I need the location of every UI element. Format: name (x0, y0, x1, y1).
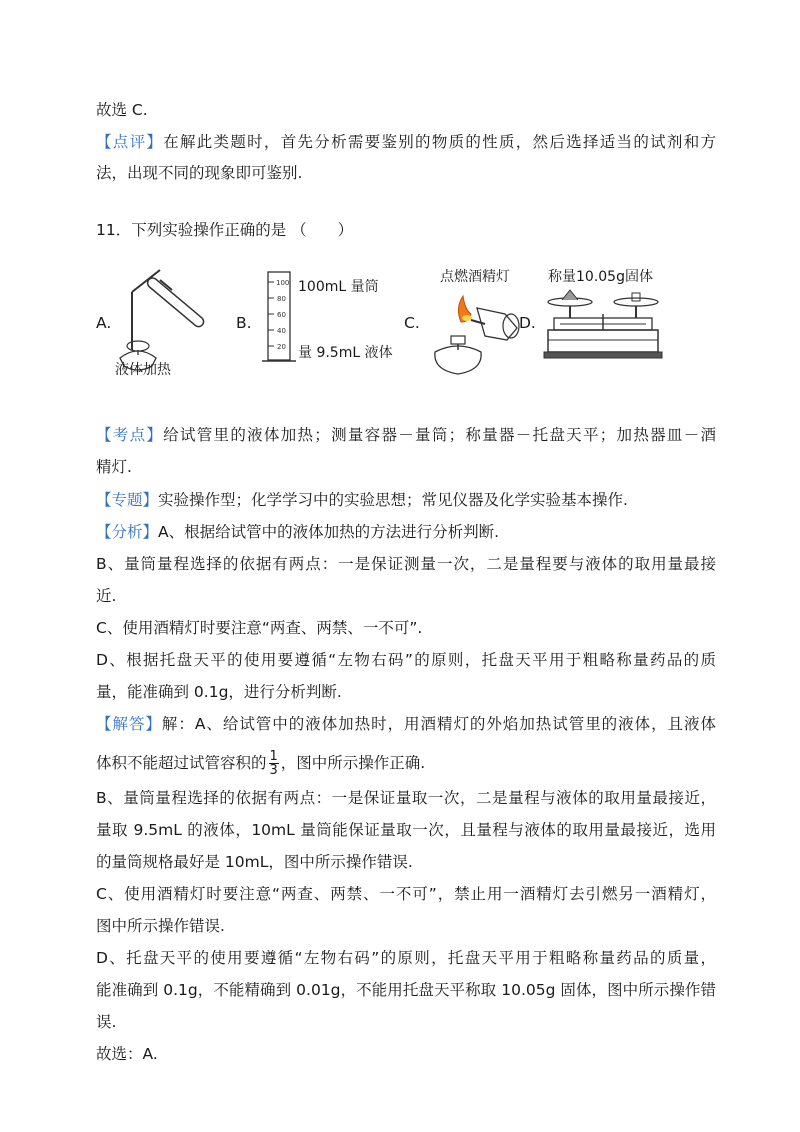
jieda-line-c1: C、使用酒精灯时要注意“两查、两禁、一不可”，禁止用一酒精灯去引燃另一酒精灯， (96, 885, 716, 903)
zhuanti-tag: 【专题】 (96, 491, 159, 509)
jieda-line-d1: D、托盘天平的使用要遵循“左物右码”的原则，托盘天平用于粗略称量药品的质量， (96, 949, 716, 967)
jieda-line-d3: 误. (96, 1013, 117, 1031)
question-stem (96, 219, 716, 241)
tick-60: 60 (277, 311, 286, 319)
jieda-tag: 【解答】 (96, 715, 162, 733)
fenxi-line-b2: 近. (96, 587, 117, 605)
tick-40: 40 (277, 327, 286, 335)
option-d-label: D. (519, 314, 536, 332)
previous-comment-line-1: 【点评】在解此类题时，首先分析需要鉴别的物质的性质，然后选择适当的试剂和方 (96, 133, 716, 151)
jieda-line-b3: 的量筒规格最好是 10mL，图中所示操作错误. (96, 853, 413, 871)
question-text: 下列实验操作正确的是 （ ） (131, 221, 354, 239)
final-answer: 故选：A. (96, 1045, 158, 1063)
jieda-line-a2: 体积不能超过试管容积的 $\frac{1}{3}$ ，图中所示操作正确. (96, 749, 426, 778)
tick-20: 20 (277, 343, 286, 351)
previous-answer: 故选 C. (96, 101, 148, 119)
tick-100: 100 (276, 279, 290, 287)
fenxi-line-d1: D、根据托盘天平的使用要遵循“左物右码”的原则，托盘天平用于粗略称量药品的质 (96, 651, 716, 669)
option-b-graduated-cylinder-figure (258, 268, 298, 368)
option-b-label: B. (236, 314, 252, 332)
comment-tag: 【点评】 (96, 133, 164, 151)
kaodian-tag: 【考点】 (96, 426, 164, 444)
option-d-balance-figure (540, 288, 665, 368)
fenxi-tag: 【分析】 (96, 523, 159, 541)
tick-80: 80 (277, 295, 286, 303)
fenxi-line-b1: B、量筒量程选择的依据有两点：一是保证测量一次，二是量程要与液体的取用量最接 (96, 555, 716, 573)
jieda-line-b2: 量取 9.5mL 的液体，10mL 量筒能保证量取一次，且量程与液体的取用量最接近，选用 (96, 821, 716, 839)
option-a-label: A. (96, 314, 112, 332)
option-c-caption: 点燃酒精灯 (440, 269, 510, 285)
jieda-line-b1: B、量筒量程选择的依据有两点：一是保证量取一次，二是量程与液体的取用量最接近， (96, 789, 716, 807)
option-d-caption: 称量10.05g固体 (548, 269, 653, 285)
jieda-line-a1: 【解答】解：A、给试管中的液体加热时，用酒精灯的外焰加热试管里的液体，且液体 (96, 715, 716, 733)
fenxi-line-a: 【分析】A、根据给试管中的液体加热的方法进行分析判断. (96, 523, 500, 541)
option-b-caption-top: 100mL 量筒 (298, 279, 379, 295)
fenxi-line-d2: 量，能准确到 0.1g，进行分析判断. (96, 683, 342, 701)
jieda-line-d2: 能准确到 0.1g，不能精确到 0.01g，不能用托盘天平称取 10.05g 固体，图中所示操作错 (96, 981, 716, 999)
option-c-alcohol-lamp-figure (425, 288, 525, 383)
kaodian-line-2: 精灯. (96, 458, 132, 476)
jieda-line-c2: 图中所示操作错误. (96, 917, 225, 935)
question-number: 11． (96, 221, 132, 239)
one-third-fraction: $\frac{1}{3}$ (269, 749, 278, 778)
fenxi-line-c: C、使用酒精灯时要注意“两查、两禁、一不可”. (96, 619, 423, 637)
option-a-caption: 液体加热 (115, 362, 171, 378)
kaodian-line-1: 【考点】给试管里的液体加热；测量容器－量筒；称量器－托盘天平；加热器皿－酒 (96, 426, 716, 444)
option-c-label: C. (404, 314, 420, 332)
option-b-caption-bottom: 量 9.5mL 液体 (298, 345, 393, 361)
zhuanti-line: 【专题】实验操作型；化学学习中的实验思想；常见仪器及化学实验基本操作. (96, 491, 628, 509)
previous-comment-line-2: 法，出现不同的现象即可鉴别. (96, 164, 303, 182)
